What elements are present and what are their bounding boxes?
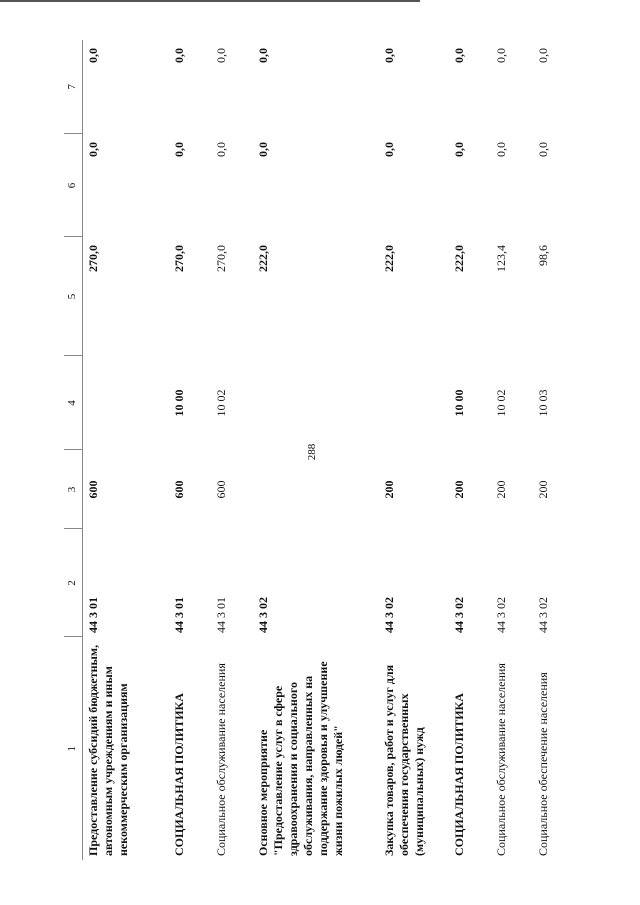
row-name: Социальное обслуживание населения — [494, 663, 508, 856]
row-value-7: 0,0 — [452, 48, 466, 63]
row-type: 200 — [494, 480, 508, 499]
row-value-5: 270,0 — [172, 245, 186, 272]
row-name: Социальное обеспечение населения — [536, 672, 550, 856]
row-value-6: 0,0 — [452, 142, 466, 157]
table-row — [211, 40, 253, 860]
row-name: Закупка товаров, работ и услуг для обеспечения государственных (муниципальных) нужд — [382, 664, 426, 856]
row-code: 44 3 02 — [256, 597, 270, 633]
row-value-7: 0,0 — [382, 48, 396, 63]
header-col-5: 5 — [64, 237, 83, 356]
header-col-4: 4 — [64, 356, 83, 450]
row-value-5: 222,0 — [256, 245, 270, 272]
row-section: 10 02 — [494, 389, 508, 417]
row-section — [253, 356, 379, 450]
row-name: СОЦИАЛЬНАЯ ПОЛИТИКА — [452, 693, 466, 856]
header-col-3: 3 — [64, 450, 83, 529]
row-code: 44 3 02 — [452, 597, 466, 633]
row-type: 600 — [214, 480, 228, 499]
row-code: 44 3 01 — [214, 597, 228, 633]
row-type: 600 — [86, 480, 100, 499]
row-code: 44 3 01 — [172, 597, 186, 633]
row-value-6: 0,0 — [536, 142, 550, 157]
row-section: 10 02 — [214, 389, 228, 417]
table-row — [533, 40, 575, 860]
row-type: 200 — [382, 480, 396, 499]
row-type: 200 — [536, 480, 550, 499]
table-body — [83, 40, 576, 860]
row-value-6: 0,0 — [86, 142, 100, 157]
header-col-7: 7 — [64, 40, 83, 134]
table-row — [253, 40, 379, 860]
table-row — [169, 40, 211, 860]
row-value-7: 0,0 — [86, 48, 100, 63]
row-value-5: 270,0 — [214, 245, 228, 272]
row-value-6: 0,0 — [256, 142, 270, 157]
row-value-5: 98,6 — [536, 245, 550, 266]
row-code: 44 3 02 — [494, 597, 508, 633]
row-name: СОЦИАЛЬНАЯ ПОЛИТИКА — [172, 693, 186, 856]
row-type: 600 — [172, 480, 186, 499]
row-value-5: 222,0 — [382, 245, 396, 272]
table-row — [83, 40, 170, 860]
row-section — [379, 356, 449, 450]
row-name: Основное мероприятие "Предоставление услуг в сфере здравоохранения и социального обслуживания, направленных на поддержание здоровья и улучшение жизни пожилых людей" — [256, 661, 345, 856]
budget-table — [64, 40, 575, 860]
row-value-5: 123,4 — [494, 245, 508, 272]
row-value-7: 0,0 — [214, 48, 228, 63]
row-value-6: 0,0 — [382, 142, 396, 157]
header-col-6: 6 — [64, 134, 83, 237]
table-header-row — [64, 40, 83, 860]
row-value-6: 0,0 — [214, 142, 228, 157]
row-name: Предоставление субсидий бюджетным, автономным учреждениям и иным некоммерческим организациям — [86, 644, 130, 856]
row-code: 44 3 02 — [536, 597, 550, 633]
row-value-7: 0,0 — [536, 48, 550, 63]
row-value-7: 0,0 — [172, 48, 186, 63]
row-type: 200 — [452, 480, 466, 499]
row-value-5: 222,0 — [452, 245, 466, 272]
row-value-5: 270,0 — [86, 245, 100, 272]
row-code: 44 3 01 — [86, 597, 100, 633]
row-section: 10 00 — [452, 389, 466, 417]
row-name: Социальное обслуживание населения — [214, 663, 228, 856]
header-col-2: 2 — [64, 529, 83, 637]
row-value-7: 0,0 — [494, 48, 508, 63]
row-section: 10 00 — [172, 389, 186, 417]
row-section: 10 03 — [536, 389, 550, 417]
table-row — [379, 40, 449, 860]
table-row — [491, 40, 533, 860]
table-row — [449, 40, 491, 860]
row-code: 44 3 02 — [382, 597, 396, 633]
row-value-7: 0,0 — [256, 48, 270, 63]
row-value-6: 0,0 — [494, 142, 508, 157]
row-value-6: 0,0 — [172, 142, 186, 157]
page-number: 288 — [306, 443, 318, 461]
header-col-1: 1 — [64, 637, 83, 860]
row-section — [83, 356, 170, 450]
row-type — [253, 450, 379, 529]
